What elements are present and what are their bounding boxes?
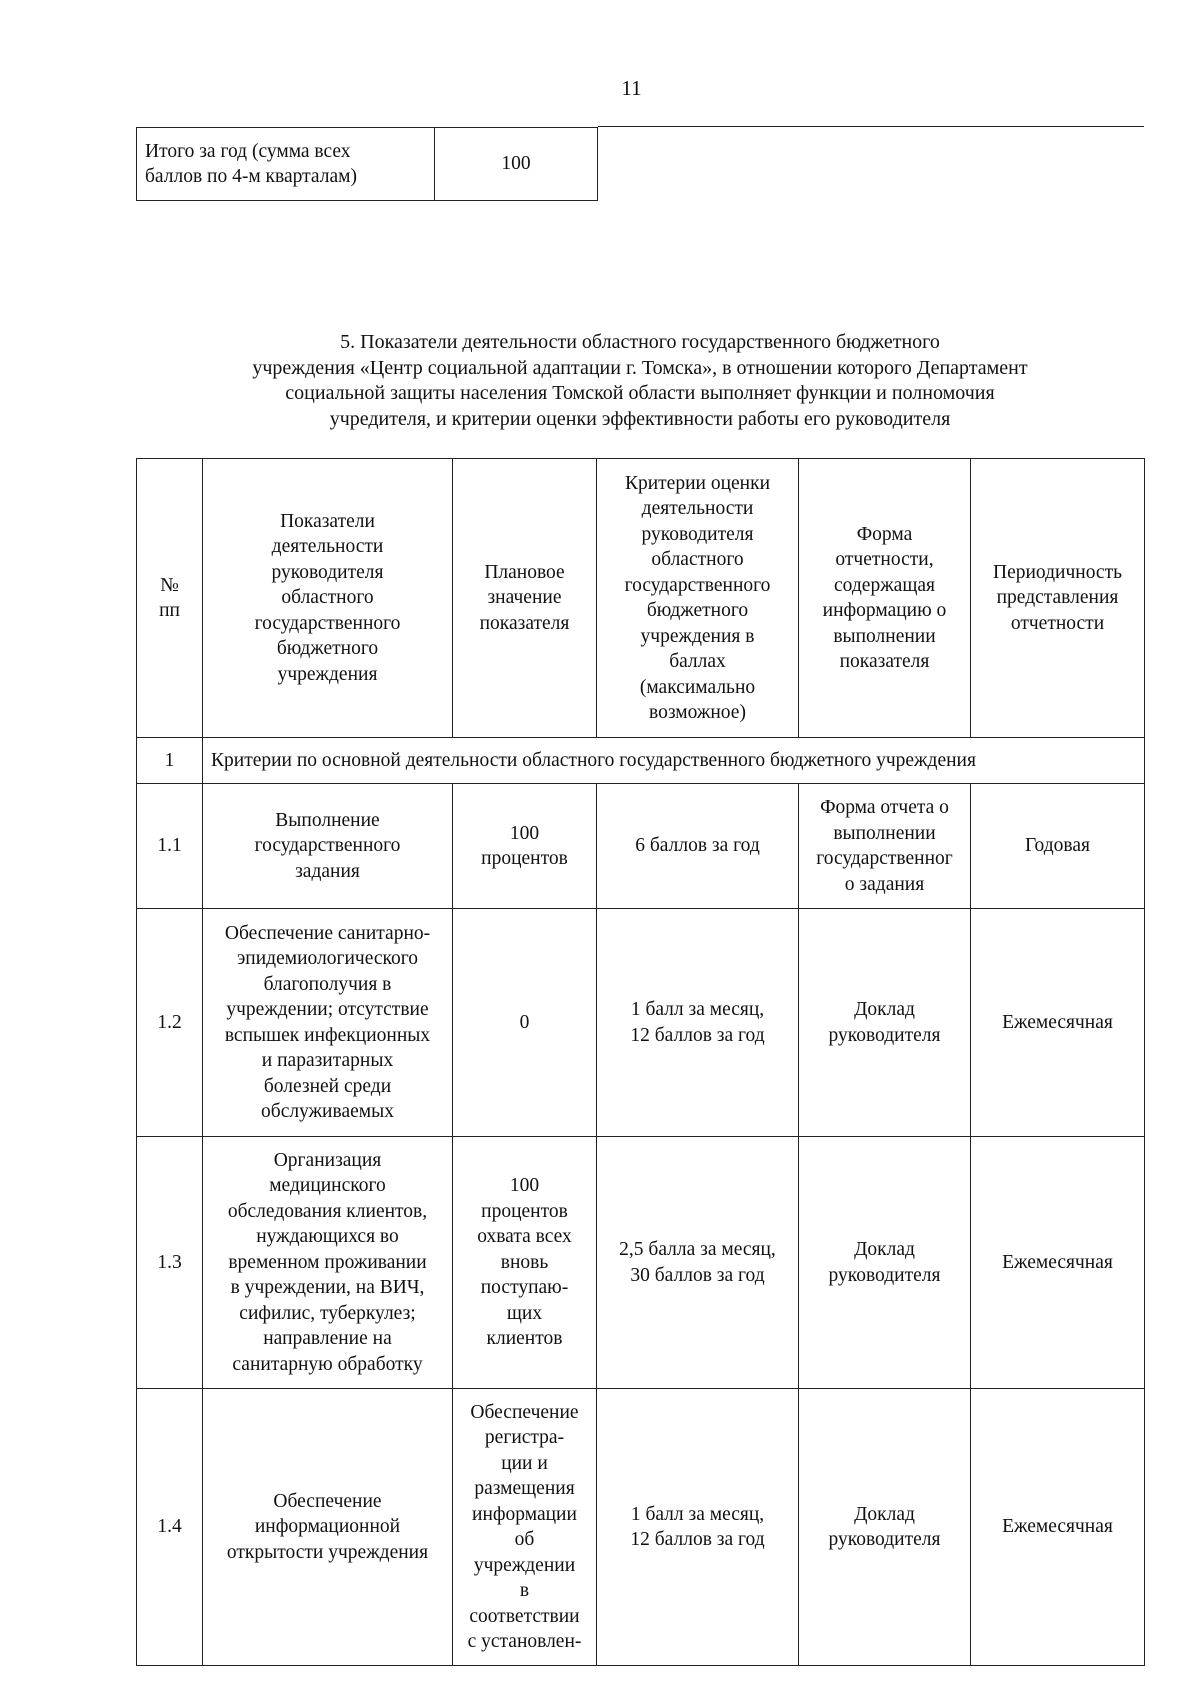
annual-total-table bbox=[136, 127, 598, 201]
cell-text: Обеспечение санитарно- bbox=[224, 922, 431, 944]
header-text: учреждения в bbox=[640, 625, 755, 647]
page-number: 11 bbox=[621, 76, 642, 100]
row-periodicity: Годовая bbox=[971, 784, 1145, 909]
cell-text: обслуживаемых bbox=[261, 1101, 394, 1122]
cell-text: болезней среди bbox=[263, 1075, 392, 1097]
group-title: Критерии по основной деятельности областного государственного бюджетного учреждения bbox=[203, 738, 1145, 784]
cell-text: поступаю- bbox=[480, 1277, 569, 1299]
group-number: 1 bbox=[137, 738, 203, 784]
row-criteria bbox=[597, 1389, 799, 1666]
cell-text: 12 баллов за год bbox=[630, 1529, 765, 1550]
cell-text: 1 балл за месяц, bbox=[630, 1503, 765, 1525]
table-row bbox=[137, 1137, 1145, 1389]
cell-text: выполнении bbox=[833, 822, 936, 844]
row-periodicity: Ежемесячная bbox=[971, 1137, 1145, 1389]
top-rule bbox=[598, 126, 1144, 127]
row-number: 1.2 bbox=[137, 909, 203, 1137]
cell-text: 30 баллов за год bbox=[630, 1264, 765, 1286]
cell-text: регистра- bbox=[484, 1427, 565, 1448]
cell-text: направление на bbox=[263, 1328, 392, 1350]
cell-text: Доклад bbox=[854, 1239, 915, 1260]
header-text: пп bbox=[159, 600, 180, 621]
cell-text: открытости учреждения bbox=[226, 1541, 429, 1563]
cell-text: Доклад bbox=[854, 1503, 915, 1525]
cell-text: в bbox=[519, 1580, 530, 1601]
section-group-row bbox=[137, 738, 1145, 784]
row-criteria bbox=[597, 1137, 799, 1389]
row-periodicity: Ежемесячная bbox=[971, 1389, 1145, 1666]
row-plan bbox=[453, 784, 597, 909]
section-heading-line: 5. Показатели деятельности областного государственного бюджетного bbox=[340, 331, 940, 353]
indicators-table bbox=[136, 458, 1145, 1666]
cell-text: 100 bbox=[509, 822, 540, 844]
cell-text: временном проживании bbox=[228, 1251, 427, 1273]
row-number: 1.3 bbox=[137, 1137, 203, 1389]
header-cell-number bbox=[137, 459, 203, 738]
annual-total-label-line: баллов по 4-м кварталам) bbox=[145, 166, 357, 187]
cell-text: охвата всех bbox=[477, 1226, 572, 1248]
cell-text: процентов bbox=[481, 1200, 568, 1222]
header-text: Форма bbox=[856, 523, 913, 545]
header-text: содержащая bbox=[834, 574, 935, 596]
cell-text: учреждении bbox=[473, 1554, 576, 1576]
row-indicator bbox=[203, 784, 453, 909]
header-text: значение bbox=[487, 587, 562, 609]
cell-text: 0 bbox=[519, 1011, 530, 1033]
cell-text: в учреждении, на ВИЧ, bbox=[230, 1277, 425, 1299]
cell-text: руководителя bbox=[828, 1264, 941, 1286]
row-report-form bbox=[799, 784, 971, 909]
header-text: Периодичность bbox=[992, 561, 1123, 583]
row-report-form bbox=[799, 1389, 971, 1666]
cell-text: процентов bbox=[481, 848, 568, 869]
cell-text: руководителя bbox=[828, 1529, 941, 1550]
cell-text: благополучия в bbox=[263, 973, 392, 995]
header-cell-report-form bbox=[799, 459, 971, 738]
header-text: областного bbox=[281, 587, 374, 609]
header-text: (максимально bbox=[639, 676, 756, 698]
cell-text: информации bbox=[472, 1503, 577, 1525]
cell-text: руководителя bbox=[828, 1024, 941, 1046]
header-text: областного bbox=[651, 549, 744, 570]
table-row bbox=[137, 784, 1145, 909]
cell-text: и паразитарных bbox=[261, 1050, 394, 1071]
row-number: 1.4 bbox=[137, 1389, 203, 1666]
cell-text: Выполнение bbox=[275, 809, 380, 831]
table-header-row bbox=[137, 459, 1145, 738]
row-plan bbox=[453, 909, 597, 1137]
cell-text: государственного bbox=[254, 835, 401, 857]
cell-text: 100 bbox=[509, 1175, 540, 1197]
header-text: показателя bbox=[839, 651, 930, 672]
cell-text: Обеспечение bbox=[470, 1401, 579, 1423]
cell-text: Доклад bbox=[854, 999, 915, 1020]
cell-text: задания bbox=[295, 860, 360, 882]
section-heading-line: социальной защиты населения Томской области выполняет функции и полномочия bbox=[285, 382, 995, 404]
header-cell-indicator bbox=[203, 459, 453, 738]
cell-text: размещения bbox=[474, 1478, 575, 1499]
annual-total-label bbox=[137, 128, 435, 201]
cell-text: Обеспечение bbox=[273, 1490, 382, 1512]
cell-text: 6 баллов за год bbox=[635, 835, 760, 857]
section-heading bbox=[136, 330, 1144, 432]
cell-text: информационной bbox=[254, 1516, 401, 1538]
cell-text: эпидемиологического bbox=[236, 948, 419, 969]
header-text: № bbox=[160, 574, 179, 596]
section-heading-line: учредителя, и критерии оценки эффективности работы его руководителя bbox=[329, 407, 951, 430]
row-periodicity: Ежемесячная bbox=[971, 909, 1145, 1137]
header-text: деятельности bbox=[641, 498, 754, 519]
table-row bbox=[137, 909, 1145, 1137]
row-indicator bbox=[203, 1137, 453, 1389]
header-text: государственного bbox=[624, 574, 771, 596]
cell-text: соответствии bbox=[469, 1605, 580, 1627]
header-text: баллах bbox=[669, 651, 726, 672]
cell-text: клиентов bbox=[486, 1328, 563, 1350]
row-report-form bbox=[799, 909, 971, 1137]
header-text: бюджетного bbox=[276, 638, 379, 660]
header-text: выполнении bbox=[833, 625, 936, 647]
header-text: показателя bbox=[479, 612, 570, 634]
row-indicator bbox=[203, 1389, 453, 1666]
header-text: отчетности bbox=[1010, 612, 1105, 634]
header-text: Критерии оценки bbox=[624, 472, 771, 494]
cell-text: с установлен- bbox=[467, 1631, 582, 1652]
row-number: 1.1 bbox=[137, 784, 203, 909]
cell-text: вспышек инфекционных bbox=[224, 1024, 431, 1046]
cell-text: нуждающихся во bbox=[256, 1226, 399, 1248]
header-text: бюджетного bbox=[646, 600, 749, 621]
header-cell-plan bbox=[453, 459, 597, 738]
header-text: государственного bbox=[254, 612, 401, 634]
header-text: возможное) bbox=[649, 702, 746, 723]
cell-text: Форма отчета о bbox=[820, 797, 949, 818]
cell-text: 2,5 балла за месяц, bbox=[619, 1239, 776, 1260]
cell-text: ции и bbox=[501, 1452, 548, 1474]
header-text: представления bbox=[996, 587, 1119, 609]
section-heading-line: учреждения «Центр социальной адаптации г. Томска», в отношении которого Департамент bbox=[252, 356, 1028, 379]
row-criteria bbox=[597, 909, 799, 1137]
row-plan bbox=[453, 1137, 597, 1389]
cell-text: Организация bbox=[273, 1149, 382, 1171]
annual-total-value: 100 bbox=[435, 128, 598, 201]
cell-text: медицинского bbox=[269, 1175, 386, 1197]
row-report-form bbox=[799, 1137, 971, 1389]
header-text: информацию о bbox=[822, 600, 947, 621]
row-plan bbox=[453, 1389, 597, 1666]
table-row bbox=[137, 1389, 1145, 1666]
cell-text: 12 баллов за год bbox=[630, 1024, 765, 1046]
row-criteria bbox=[597, 784, 799, 909]
cell-text: сифилис, туберкулез; bbox=[239, 1302, 416, 1324]
cell-text: о задания bbox=[844, 873, 925, 895]
cell-text: санитарную обработку bbox=[232, 1353, 423, 1375]
header-text: Плановое bbox=[484, 561, 565, 583]
header-text: деятельности bbox=[271, 536, 384, 558]
annual-total-label-line: Итого за год (сумма всех bbox=[145, 140, 351, 162]
header-text: руководителя bbox=[641, 523, 754, 545]
row-indicator bbox=[203, 909, 453, 1137]
cell-text: 1 балл за месяц, bbox=[630, 999, 765, 1020]
cell-text: учреждении; отсутствие bbox=[226, 999, 429, 1020]
annual-total-row bbox=[137, 128, 598, 201]
header-text: отчетности, bbox=[835, 549, 934, 570]
cell-text: об bbox=[514, 1529, 535, 1550]
cell-text: щих bbox=[506, 1302, 543, 1324]
cell-text: обследования клиентов, bbox=[227, 1200, 428, 1222]
header-text: учреждения bbox=[277, 663, 378, 685]
header-cell-criteria bbox=[597, 459, 799, 738]
header-text: руководителя bbox=[271, 561, 384, 583]
header-text: Показатели bbox=[280, 510, 375, 532]
cell-text: государственног bbox=[816, 848, 953, 869]
header-cell-periodicity bbox=[971, 459, 1145, 738]
cell-text: вновь bbox=[500, 1251, 549, 1273]
